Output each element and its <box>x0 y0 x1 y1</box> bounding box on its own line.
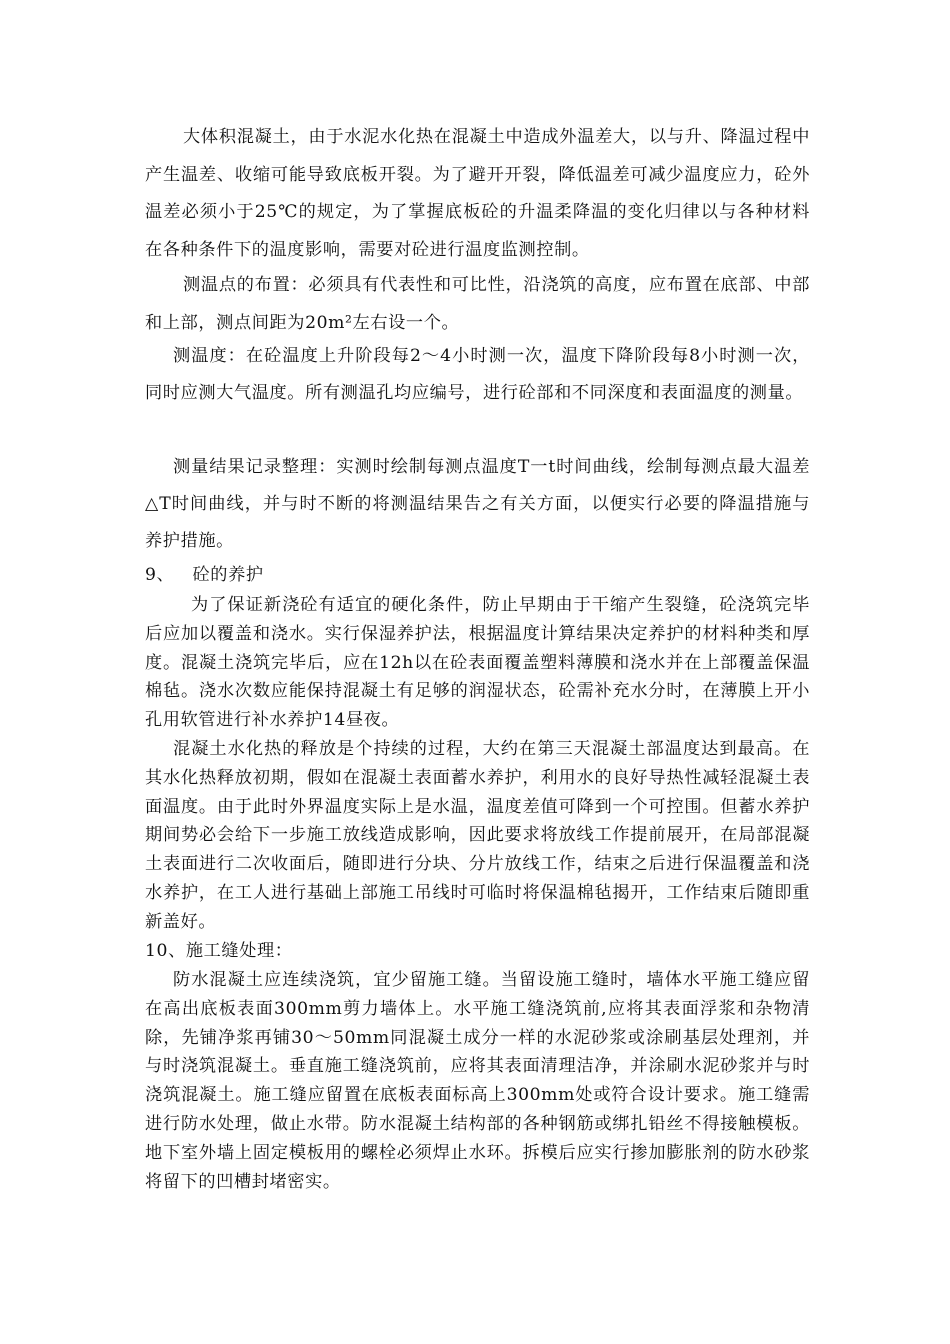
paragraph-measuring-point-layout: 测温点的布置：必须具有代表性和可比性，沿浇筑的高度，应布置在底部、中部和上部，测点间距为20m²左右设一个。 <box>145 275 810 333</box>
paragraph-measurement-records: 测量结果记录整理：实测时绘制每测点温度T一t时间曲线，绘制每测点最大温差△T时间曲线，并与时不断的将测温结果告之有关方面，以便实行必要的降温措施与养护措施。 <box>145 457 810 551</box>
section-heading-concrete-curing: 9、 砼的养护 <box>145 565 264 585</box>
paragraph-construction-joint-treatment: 防水混凝土应连续浇筑，宜少留施工缝。当留设施工缝时，墙体水平施工缝应留在高出底板表面300mm剪力墙体上。水平施工缝浇筑前,应将其表面浮浆和杂物清除，先铺净浆再铺30～50mm同混凝土成分一样的水泥砂浆或涂刷基层处理剂，并与时浇筑混凝土。垂直施工缝浇筑前，应将其表面清理洁净，并涂刷水泥砂浆并与时浇筑混凝土。施工缝应留置在底板表面标高上300mm处或符合设计要求。施工缝需进行防水处理，做止水带。防水混凝土结构部的各种钢筋或绑扎铅丝不得接触模板。地下室外墙上固定模板用的螺栓必须焊止水环。拆模后应实行掺加膨胀剂的防水砂浆将留下的凹槽封堵密实。 <box>145 970 810 1192</box>
section-heading-construction-joints: 10、施工缝处理： <box>145 941 293 961</box>
paragraph-hydration-heat: 混凝土水化热的释放是个持续的过程，大约在第三天混凝土部温度达到最高。在其水化热释放初期，假如在混凝土表面蓄水养护，利用水的良好导热性减轻混凝土表面温度。由于此时外界温度实际上是水温，温度差值可降到一个可控围。但蓄水养护期间势必会给下一步施工放线造成影响，因此要求将放线工作提前展开，在局部混凝土表面进行二次收面后，随即进行分块、分片放线工作，结束之后进行保温覆盖和浇水养护，在工人进行基础上部施工吊线时可临时将保温棉毡揭开，工作结束后随即重新盖好。 <box>145 739 810 932</box>
paragraph-temperature-measurement: 测温度：在砼温度上升阶段每2～4小时测一次，温度下降阶段每8小时测一次，同时应测大气温度。所有测温孔均应编号，进行砼部和不同深度和表面温度的测量。 <box>145 346 810 403</box>
paragraph-curing-method: 为了保证新浇砼有适宜的硬化条件，防止早期由于干缩产生裂缝，砼浇筑完毕后应加以覆盖和浇水。实行保湿养护法，根据温度计算结果决定养护的材料种类和厚度。混凝土浇筑完毕后，应在12h以在砼表面覆盖塑料薄膜和浇水并在上部覆盖保温棉毡。浇水次数应能保持混凝土有足够的润湿状态，砼需补充水分时，在薄膜上开小孔用软管进行补水养护14昼夜。 <box>145 595 810 731</box>
paragraph-mass-concrete-temperature: 大体积混凝土，由于水泥水化热在混凝土中造成外温差大，以与升、降温过程中产生温差、收缩可能导致底板开裂。为了避开开裂，降低温差可减少温度应力，砼外温差必须小于25℃的规定，为了掌握底板砼的升温柔降温的变化归律以与各种材料在各种条件下的温度影响，需要对砼进行温度监测控制。 <box>145 127 810 260</box>
